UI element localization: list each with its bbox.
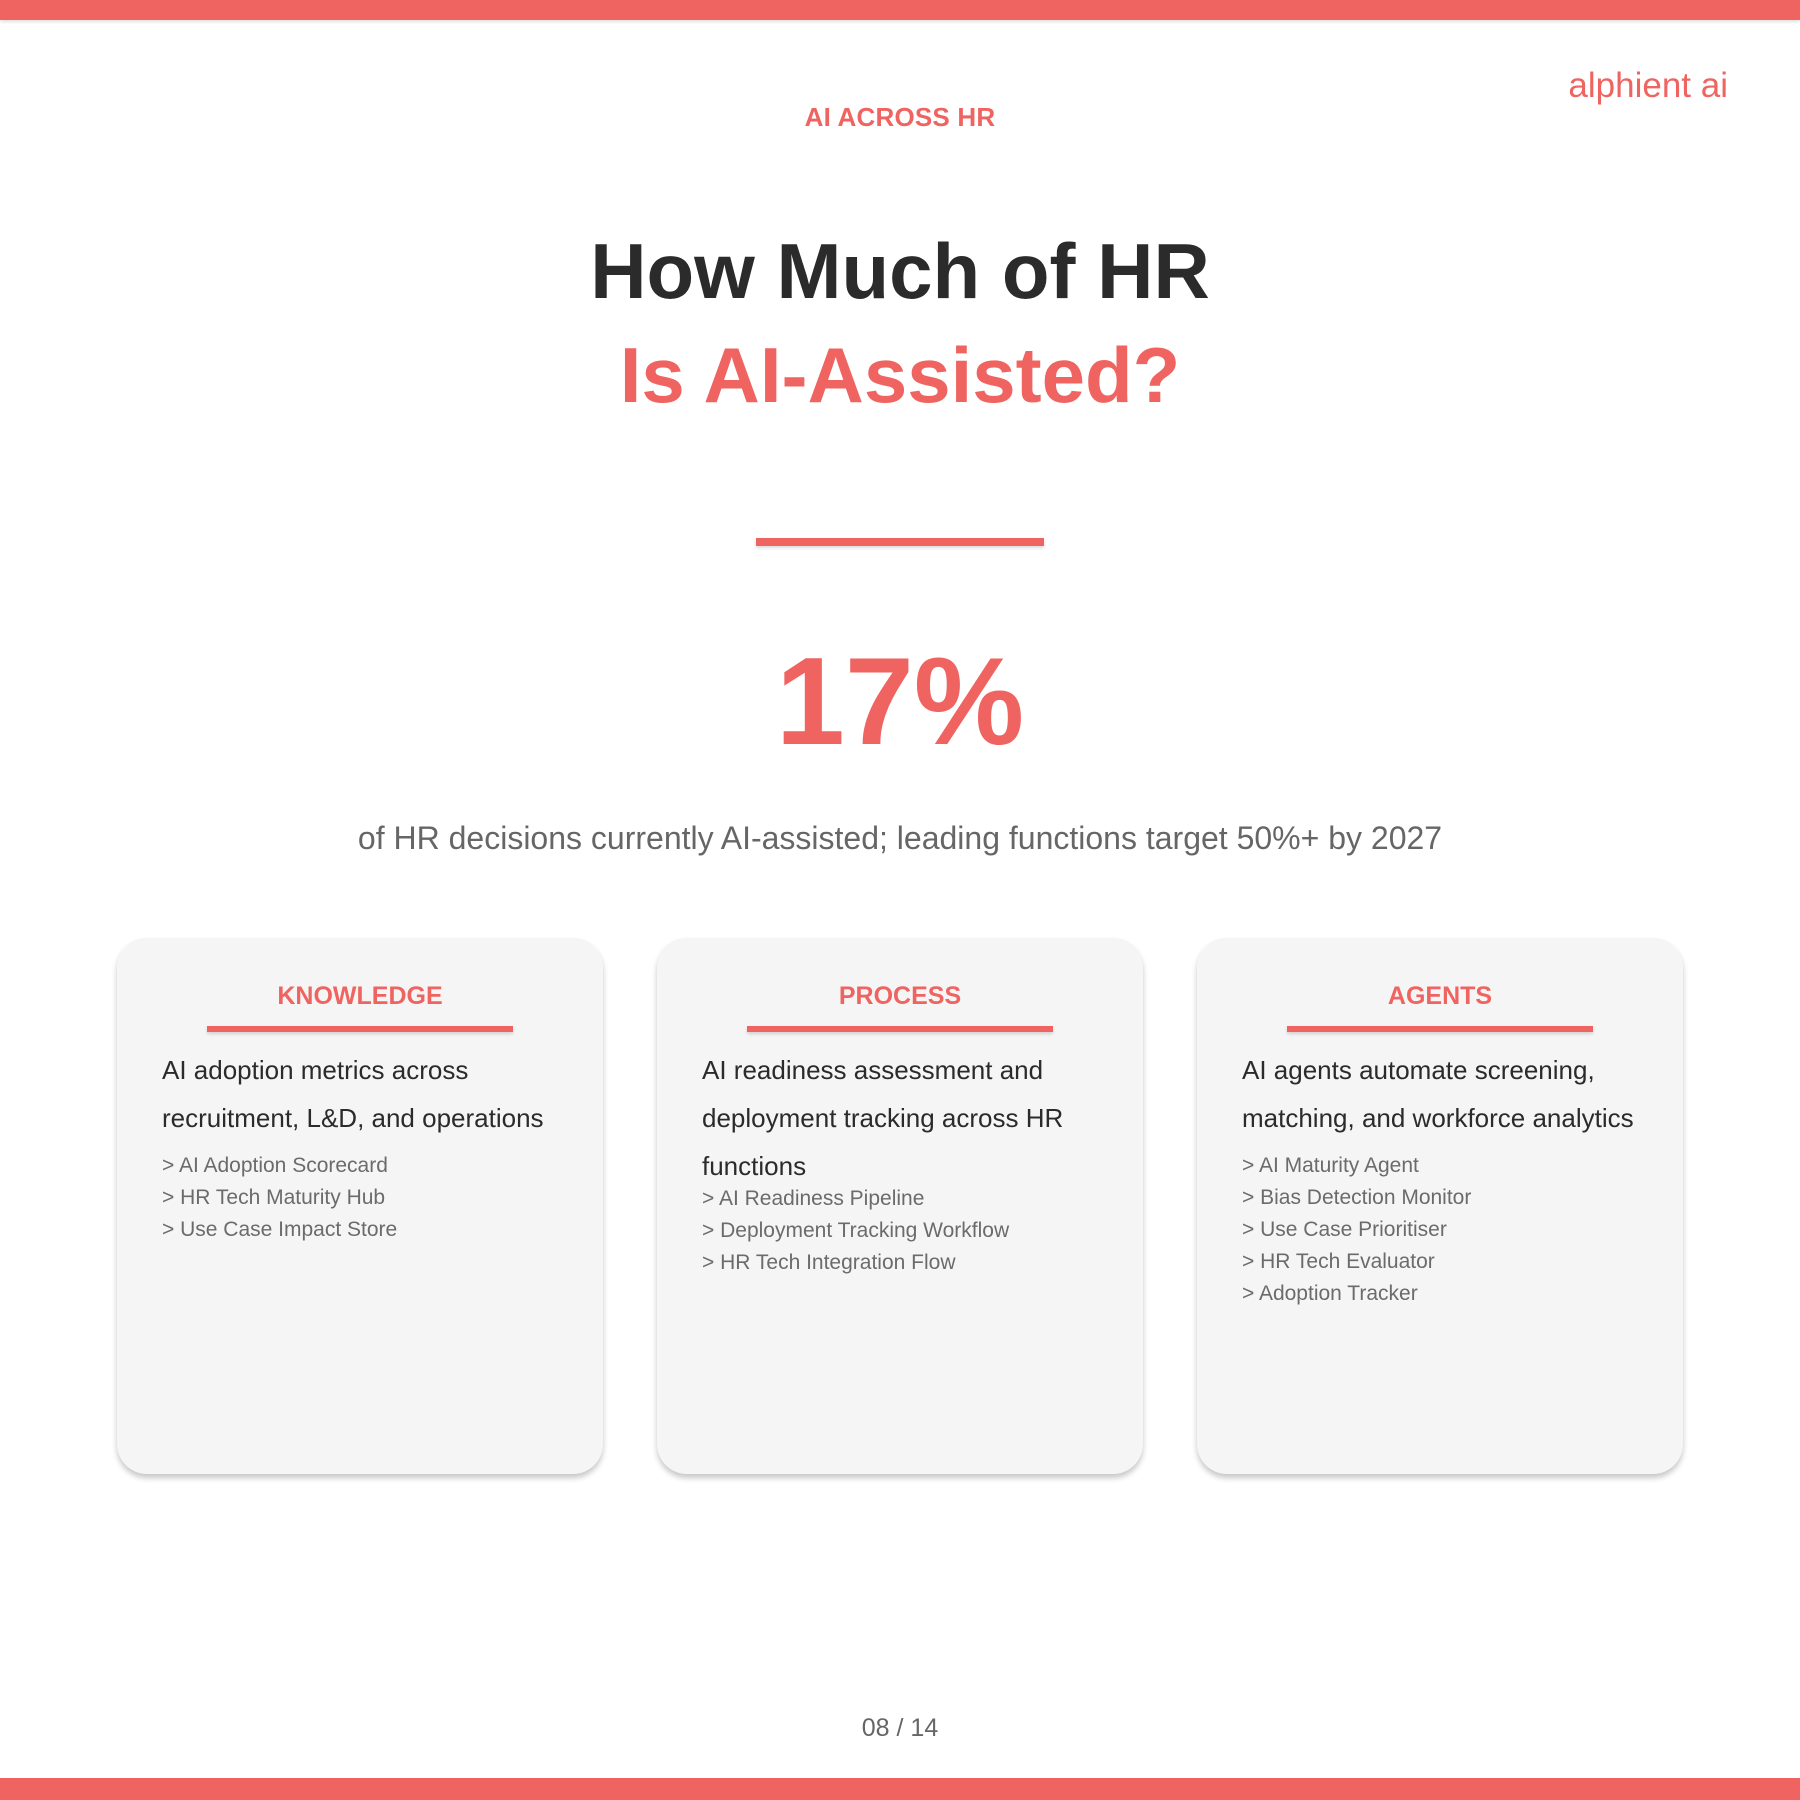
card-process — [657, 938, 1143, 1474]
list-item: > Deployment Tracking Workflow — [702, 1219, 1010, 1242]
card-rule — [207, 1026, 513, 1032]
list-item: > Bias Detection Monitor — [1242, 1186, 1472, 1209]
card-title: KNOWLEDGE — [277, 982, 443, 1010]
title-divider — [756, 538, 1044, 546]
list-item: > AI Readiness Pipeline — [702, 1187, 925, 1210]
list-item: > HR Tech Maturity Hub — [162, 1186, 386, 1209]
card-agents — [1197, 938, 1683, 1474]
card-description: AI agents automate screening, matching, and workforce analytics — [1242, 1055, 1634, 1133]
brand-logo: alphient ai — [1568, 66, 1728, 105]
top-accent-bar — [0, 0, 1800, 20]
headline-stat: 17% — [775, 633, 1025, 771]
card-list — [162, 1150, 573, 1246]
list-item: > HR Tech Integration Flow — [702, 1251, 956, 1274]
card-knowledge — [117, 938, 603, 1474]
section-eyebrow: AI ACROSS HR — [804, 102, 996, 132]
bottom-accent-bar — [0, 1778, 1800, 1800]
card-rule — [747, 1026, 1053, 1032]
card-description: AI readiness assessment and deployment tracking across HR functions — [702, 1055, 1064, 1181]
page-title-line1: How Much of HR — [590, 227, 1210, 315]
list-item: > HR Tech Evaluator — [1242, 1250, 1435, 1273]
card-rule — [1287, 1026, 1593, 1032]
list-item: > AI Adoption Scorecard — [162, 1154, 388, 1177]
card-list — [1242, 1150, 1653, 1310]
list-item: > AI Maturity Agent — [1242, 1154, 1419, 1177]
page-number: 08 / 14 — [861, 1714, 939, 1742]
card-list — [702, 1183, 1113, 1279]
list-item: > Use Case Prioritiser — [1242, 1218, 1447, 1241]
card-title: PROCESS — [838, 982, 962, 1010]
stat-caption: of HR decisions currently AI-assisted; leading functions target 50%+ by 2027 — [357, 820, 1443, 856]
card-title: AGENTS — [1387, 982, 1493, 1010]
page-title-line2: Is AI-Assisted? — [619, 331, 1181, 419]
card-description: AI adoption metrics across recruitment, L&D, and operations — [162, 1055, 544, 1133]
list-item: > Adoption Tracker — [1242, 1282, 1418, 1305]
list-item: > Use Case Impact Store — [162, 1218, 398, 1241]
